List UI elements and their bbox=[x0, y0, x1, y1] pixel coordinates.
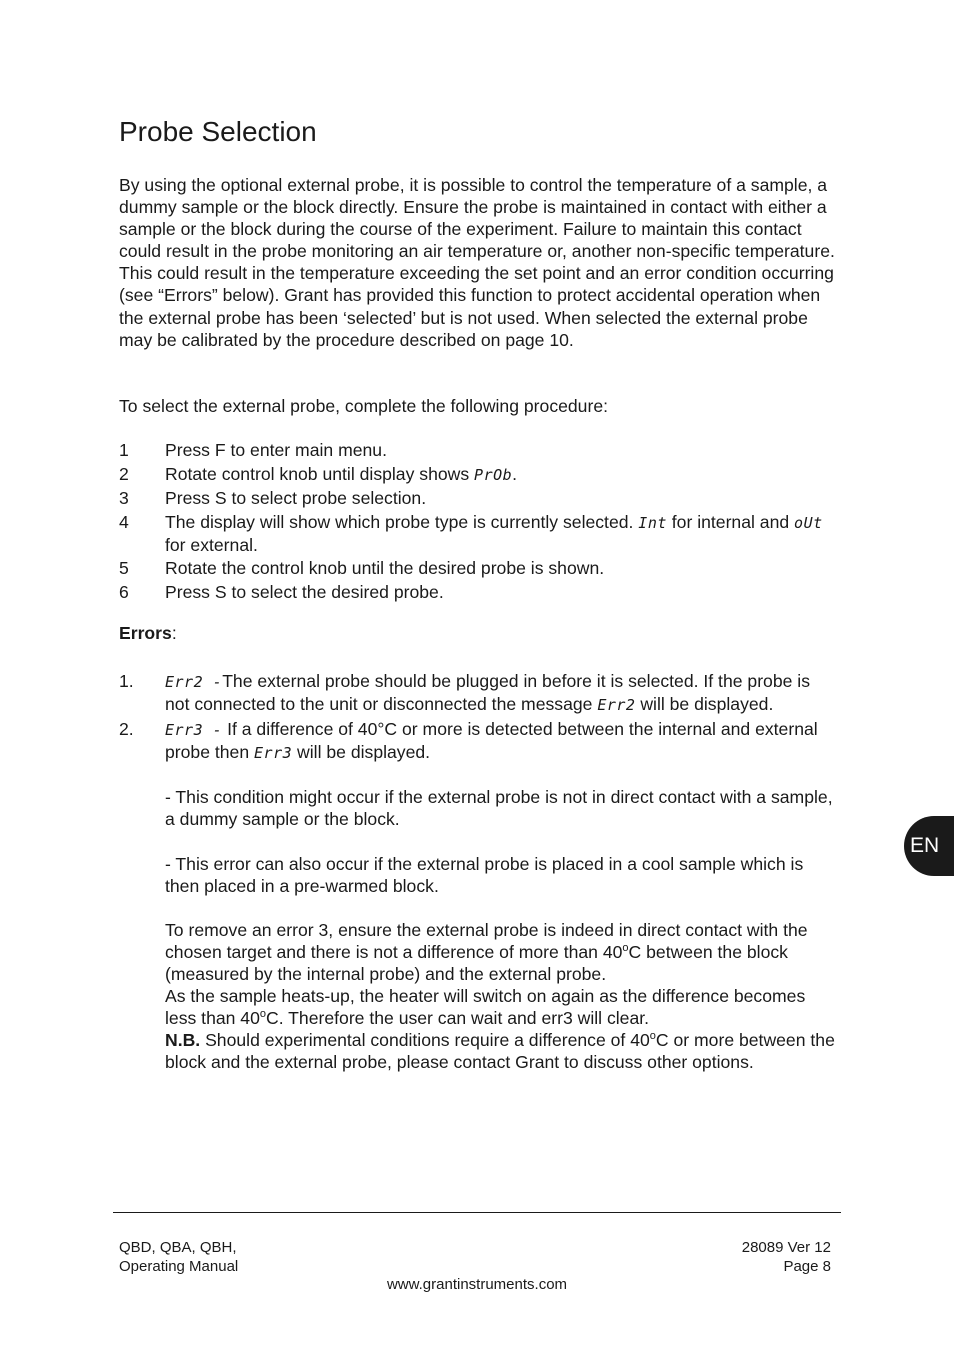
error-number: 2. bbox=[119, 719, 134, 740]
error-text: will be displayed. bbox=[635, 694, 774, 715]
nb-note bbox=[165, 1029, 839, 1073]
error-code: Err2 - bbox=[165, 673, 223, 691]
procedure-lead: To select the external probe, complete the following procedure: bbox=[119, 396, 608, 416]
step-item bbox=[119, 511, 839, 556]
lcd-display-text: PrOb bbox=[474, 465, 513, 484]
step-number: 2 bbox=[119, 463, 129, 484]
nb-text: C or more between the block and the external probe, please contact Grant to discuss other options. bbox=[165, 1030, 835, 1073]
remedy-text: C. Therefore the user can wait and err3 will clear. bbox=[266, 1008, 650, 1029]
error-item bbox=[119, 670, 839, 716]
footer-right bbox=[742, 1239, 831, 1276]
remedy-text: To remove an error 3, ensure the external probe is indeed in direct contact with the chosen target and there is not a difference of more than 40 bbox=[165, 919, 808, 962]
errors-list bbox=[119, 670, 839, 1073]
step-text: Press F to enter main menu. bbox=[165, 440, 387, 460]
step-text: for internal and bbox=[666, 511, 795, 532]
step-number: 5 bbox=[119, 558, 129, 579]
footer-models: QBD, QBA, QBH, bbox=[119, 1239, 237, 1256]
step-item bbox=[119, 557, 839, 579]
error-item bbox=[119, 718, 839, 1073]
footer-divider bbox=[113, 1212, 841, 1213]
error-code: Err3 bbox=[254, 744, 293, 763]
step-number: 3 bbox=[119, 488, 129, 509]
error-remedy bbox=[165, 919, 839, 985]
degree-mark: o bbox=[649, 1030, 656, 1043]
step-text: for external. bbox=[165, 534, 258, 555]
lcd-display-text: Int bbox=[638, 513, 667, 532]
nb-label: N.B. bbox=[165, 1030, 201, 1051]
remedy-text: C between the block (measured by the internal probe) and the external probe. bbox=[165, 941, 788, 984]
step-number: 6 bbox=[119, 582, 129, 603]
step-item bbox=[119, 581, 839, 603]
procedure-steps bbox=[119, 439, 839, 605]
footer-website: www.grantinstruments.com bbox=[386, 1276, 568, 1293]
step-number: 4 bbox=[119, 511, 129, 532]
errors-heading bbox=[119, 623, 177, 644]
lcd-display-text: oUt bbox=[794, 513, 823, 532]
step-text: The display will show which probe type is currently selected. bbox=[165, 511, 639, 532]
step-text: Rotate control knob until display shows bbox=[165, 463, 475, 484]
step-item bbox=[119, 487, 839, 509]
footer-doc-type: Operating Manual bbox=[119, 1257, 239, 1275]
degree-mark: o bbox=[259, 1008, 267, 1021]
error-note: - This condition might occur if the external probe is not in direct contact with a sample, a dummy sample or the block. bbox=[165, 787, 833, 830]
error-number: 1. bbox=[119, 671, 134, 691]
page-title: Probe Selection bbox=[119, 116, 317, 147]
errors-label: Errors bbox=[119, 623, 172, 643]
error-code: Err3 - bbox=[165, 721, 223, 740]
footer-left bbox=[119, 1239, 238, 1276]
footer-page-number: Page 8 bbox=[783, 1257, 831, 1275]
nb-text: Should experimental conditions require a difference of 40 bbox=[200, 1030, 650, 1051]
error-text: The external probe should be plugged in before it is selected. If the probe is not connected to the unit or disconnected the message bbox=[165, 671, 810, 715]
errors-colon: : bbox=[171, 623, 177, 643]
step-item bbox=[119, 463, 839, 486]
error-remedy bbox=[165, 985, 839, 1029]
step-text: Press S to select probe selection. bbox=[165, 488, 427, 509]
intro-paragraph: By using the optional external probe, it is possible to control the temperature of a sample, a dummy sample or the block directly. Ensure the probe is maintained in contact with either a sample or the block during the course of the experiment. Failure to maintain this contact could result in the probe monitoring an air temperature or, another non-specific temperature. This could result in the temperature exceeding the set point and an error condition occurring (see “Errors” below). Grant has provided this function to protect accidental operation when the external probe has been ‘selected’ but is not used. When selected the external probe may be calibrated by the procedure described on page 10. bbox=[119, 175, 835, 350]
language-tab: EN bbox=[904, 816, 954, 876]
error-text: If a difference of 40°C or more is detected between the internal and external probe then bbox=[165, 719, 818, 763]
remedy-text: As the sample heats-up, the heater will switch on again as the difference becomes less than 40 bbox=[165, 986, 806, 1029]
error-code: Err2 bbox=[597, 696, 636, 715]
error-note: - This error can also occur if the external probe is placed in a cool sample which is then placed in a pre-warmed block. bbox=[165, 853, 804, 896]
error-text: will be displayed. bbox=[292, 742, 431, 763]
step-text: Rotate the control knob until the desired probe is shown. bbox=[165, 558, 605, 579]
footer-version: 28089 Ver 12 bbox=[741, 1239, 831, 1256]
step-number: 1 bbox=[119, 440, 129, 460]
degree-mark: o bbox=[622, 941, 629, 954]
step-text: Press S to select the desired probe. bbox=[165, 582, 444, 603]
step-item bbox=[119, 439, 839, 461]
step-text: . bbox=[512, 463, 518, 484]
